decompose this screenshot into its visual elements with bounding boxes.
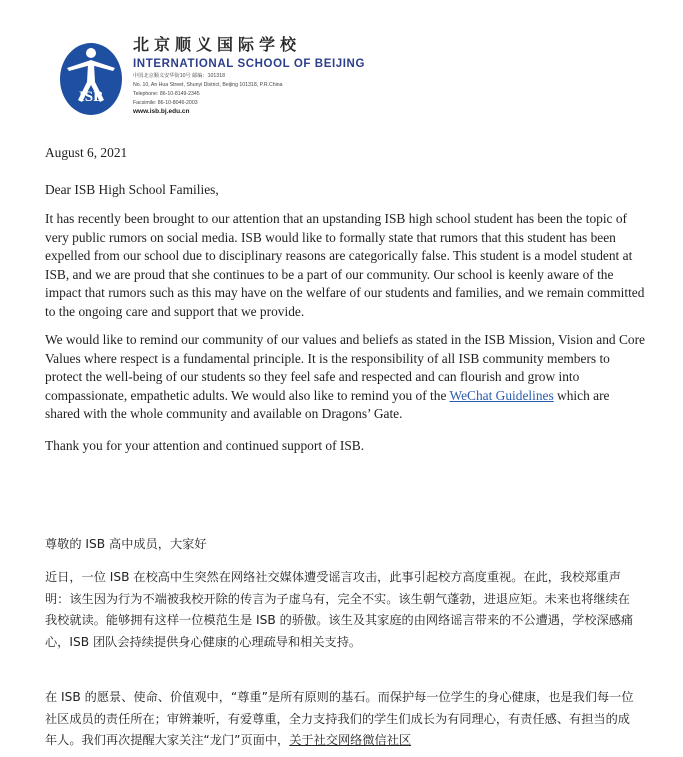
paragraph-2-text-end: which are shared with the whole community and available on Dragons’ Gate. — [45, 387, 610, 421]
letter-paragraph-2 — [45, 331, 645, 424]
isb-logo-icon — [58, 38, 124, 116]
wechat-guidelines-link[interactable]: WeChat Guidelines — [449, 387, 554, 403]
letter-paragraph-2-cn — [45, 687, 637, 752]
paragraph-2-text: We would like to remind our community of our values and beliefs as stated in the ISB Mission, Vision and Core Values where respect is a fundamental principle. It is the responsibility of all ISB community members to protect the well-being of our students so they feel safe and respected and can flourish and grow into compassionate, empathetic adults. We would also like to remind you of the — [45, 332, 645, 403]
telephone: Telephone: 86-10-8149-2345 — [133, 91, 200, 97]
letter-paragraph-1: It has recently been brought to our attention that an upstanding ISB high school student has been the topic of very public rumors on social media. ISB would like to formally state that rumors that this student has been expelled from our school due to disciplinary reasons are categorically false. This student is a model student at ISB, and we are proud that she continues to be a part of our community. Our school is keenly aware of the impact that rumors such as this may have on the welfare of our students and families, and we remain committed to the ongoing care and support that we provide. — [45, 211, 645, 319]
letter-paragraph-1-cn: 近日，一位 ISB 在校高中生突然在网络社交媒体遭受谣言攻击，此事引起校方高度重视。在此，我校郑重声明：该生因为行为不端被我校开除的传言为子虚乌有，完全不实。该生朝气蓬勃，进退应矩。未来也将继续在我校就读。能够拥有这样一位模范生是 ISB 的骄傲。该生及其家庭的由网络谣言带来的不公遭遇，学校深感痛心，ISB 团队会持续提供身心健康的心理疏导和相关支持。 — [45, 570, 634, 649]
letter-salutation-cn: 尊敬的 ISB 高中成员，大家好 — [45, 537, 207, 551]
school-name-en: INTERNATIONAL SCHOOL OF BEIJING — [133, 58, 366, 70]
letter-salutation: Dear ISB High School Families, — [45, 182, 219, 197]
paragraph-2-cn-text: 在 ISB 的愿景、使命、价值观中，“尊重”是所有原则的基石。而保护每一位学生的身心健康，也是我们每一位社区成员的责任所在；审辨兼听，有爱尊重，全力支持我们的学生们成长为有同理心，有责任感、有担当的成年人。我们再次提醒大家关注“龙门”页面中， — [45, 690, 634, 747]
facsimile: Facsimile: 86-10-8046-2003 — [133, 100, 198, 106]
letter-date: August 6, 2021 — [45, 145, 128, 160]
logo-text: ISB — [78, 89, 104, 105]
school-name-cn: 北京顺义国际学校 — [133, 35, 302, 54]
address-en: No. 10, An Hua Street, Shunyi District, Beijing 101318, P.R.China — [133, 82, 283, 88]
letter-paragraph-3: Thank you for your attention and continued support of ISB. — [45, 438, 365, 453]
address-cn: 中国北京顺义安华街10号 邮编：101318 — [133, 73, 225, 79]
website-link[interactable]: www.isb.bj.edu.cn — [133, 108, 190, 115]
letterhead — [133, 36, 393, 116]
wechat-community-link-cn[interactable]: 关于社交网络微信社区 — [289, 733, 412, 747]
